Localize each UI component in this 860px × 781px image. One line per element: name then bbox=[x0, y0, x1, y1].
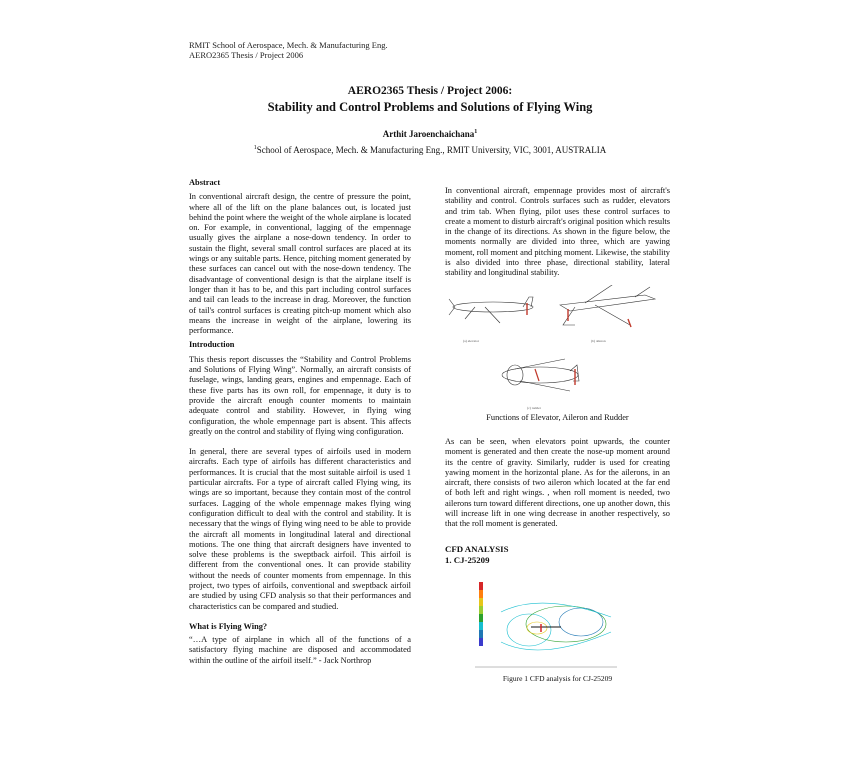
affiliation-sup: 1 bbox=[253, 145, 257, 151]
introduction-heading: Introduction bbox=[189, 340, 235, 350]
svg-text:(c) rudder: (c) rudder bbox=[527, 405, 541, 410]
empennage-paragraph: In conventional aircraft, empennage provides most of aircraft's stability and control. Controls surfaces such as rudder, elevators and trim tab. When flying, pilot uses these control surfaces to create a moment to disturb aircraft's original position which results in the change of its directions. As shown in the figure below, the moments normally are divided into three, which are yawing moment, roll moment and pitching moment. Likewise, the stability is also divided into three phase, directional stability, lateral stability and longitudinal stability. bbox=[445, 186, 670, 278]
affiliation bbox=[0, 145, 860, 155]
author-name: Arthit Jaroenchaichana bbox=[382, 129, 475, 139]
affiliation-text: School of Aerospace, Mech. & Manufacturing Eng., RMIT University, VIC, 3001, AUSTRALIA bbox=[256, 145, 607, 155]
author-sup: 1 bbox=[474, 129, 478, 135]
running-header bbox=[189, 40, 388, 60]
right-column bbox=[445, 186, 670, 684]
abstract-heading: Abstract bbox=[189, 178, 221, 187]
abstract-text: In conventional aircraft design, the centre of pressure the point, where all of the lift on the plane balances out, is located just behind the point where the weight of the whole airplane is located on. For example, in conventional, lagging of the empennage usually gives the airplane a nose-down tendency. In order to sustain the flight, several small control surfaces are placed at its wings or any suitable parts. Hence, pitching moment generated by these surfaces can cancel out with the nose-down tendency. The disadvantage of conventional design is that the airplane itself is longer than it has to be, and this part including control surfaces and tail can leads to the increase in drag. Moreover, the function of tail's control surfaces is creating pitch-up moment which also means the increase in weight of the airplane, lowering its performance. bbox=[189, 192, 411, 336]
author bbox=[0, 129, 860, 139]
header-line-1: RMIT School of Aerospace, Mech. & Manufacturing Eng. bbox=[189, 40, 388, 50]
left-column bbox=[189, 178, 411, 666]
cfd-subheading: 1. CJ-25209 bbox=[445, 554, 490, 565]
figure-caption-cfd: Figure 1 CFD analysis for CJ-25209 bbox=[502, 673, 613, 683]
introduction-text: This thesis report discusses the “Stability and Control Problems and Solutions of Flying Wing”. Normally, an aircraft consists of fuselage, wings, landing gears, engines and empennage. Each of these five parts has its own roll, for empennage, it duty is to provide the aircraft enough counter moments to maintain adequate control and stability. However, in flying wing configuration, the whole empennage part is absent. This affects greatly on the control and stability of flying wing configuration. bbox=[189, 354, 411, 436]
svg-text:(a) elevator: (a) elevator bbox=[463, 338, 480, 343]
cfd-analysis-heading: CFD ANALYSIS bbox=[445, 543, 509, 554]
figure-caption-control-surfaces: Functions of Elevator, Aileron and Rudder bbox=[486, 412, 629, 422]
svg-text:(b) aileron: (b) aileron bbox=[591, 338, 606, 343]
cfd-figure bbox=[471, 572, 621, 672]
control-surfaces-figure bbox=[445, 285, 670, 413]
what-is-flying-wing-heading: What is Flying Wing? bbox=[189, 621, 268, 631]
paper-title-line-1: AERO2365 Thesis / Project 2006: bbox=[347, 85, 513, 97]
moments-paragraph: As can be seen, when elevators point upwards, the counter moment is generated and then create the nose-up moment around its the centre of gravity. Similarly, rudder is used for creating yawing moment in the horizontal plane. As for the ailerons, in an aircraft, there consists of two aileron which located at the far end of both left and right wings. , when roll moment is needed, two ailerons turn toward different directions, one up another down, this will increase lift in one wing decrease in another respectively, so that the roll moment is generated. bbox=[445, 436, 670, 529]
paper-title-line-2: Stability and Control Problems and Solutions of Flying Wing bbox=[267, 100, 593, 114]
header-line-2: AERO2365 Thesis / Project 2006 bbox=[189, 50, 304, 60]
airfoil-paragraph: In general, there are several types of airfoils used in modern aircrafts. Each type of airfoils has different characteristics and performances. It is crucial that the most suitable airfoil is used 1 particular aircrafts. For a type of aircraft called Flying wing, its wings are so important, because they contain most of the control surfaces. Lagging of the whole empennage makes flying wing configuration difficult to deal with the control and stability. It is necessary that the wings of flying wing need to be able to provide the aircraft all moments in longitudinal lateral and directional motions. The one thing that aircraft designers have invented to solve these problems is the sweptback airfoil. This airfoil is different from the conventional ones. It can provide stability without the needs of counter moments from empennage. In this project, two types of airfoils, conventional and sweptback airfoil are studied by using CFD analysis so that their performances and characteristics can be compared and studied. bbox=[189, 447, 411, 611]
northrop-quote: “…A type of airplane in which all of the functions of a satisfactory flying machine are disposed and accommodated within the outline of the airfoil itself.” - Jack Northrop bbox=[189, 635, 411, 665]
cfd-plot-image bbox=[471, 572, 621, 672]
aircraft-sketches-image bbox=[445, 285, 670, 413]
